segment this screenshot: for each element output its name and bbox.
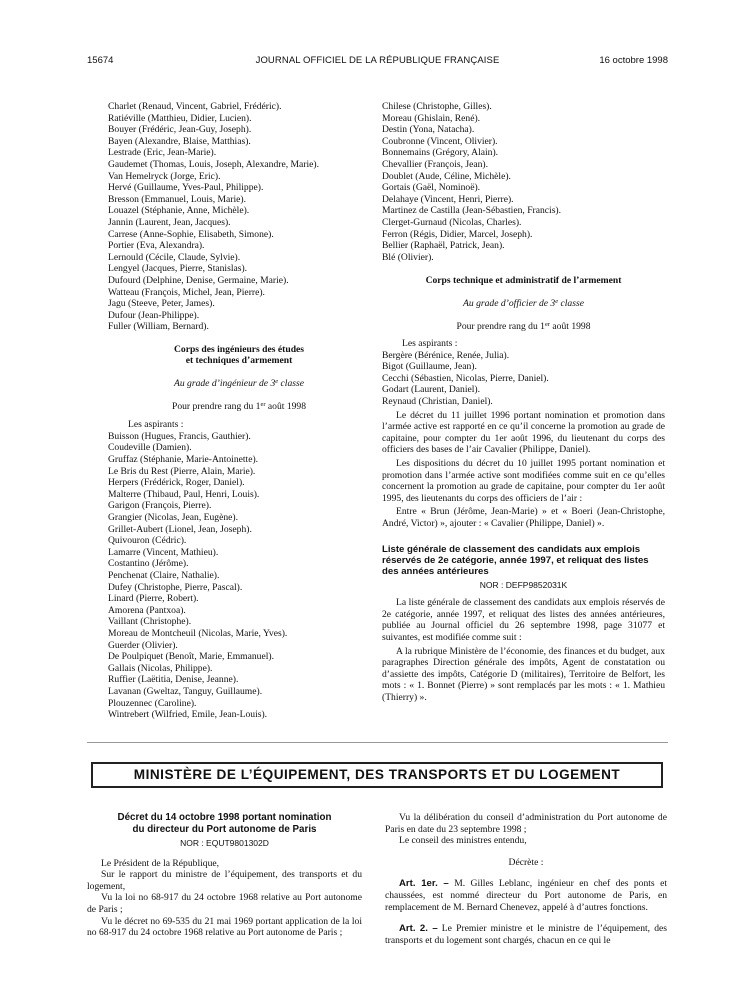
name-entry: Carrese (Anne-Sophie, Elisabeth, Simone). <box>108 228 274 240</box>
name-entry: Vaillant (Christophe). <box>108 616 192 628</box>
article-text: Le Premier ministre et le ministre de l’équipement, des transports et du logement sont chargés, chacun en ce qui le <box>385 923 667 946</box>
name-entry: Hervé (Guillaume, Yves-Paul, Philippe). <box>108 182 264 194</box>
name-entry: Linard (Pierre, Robert). <box>108 593 199 605</box>
divider <box>87 742 668 743</box>
name-entry: Le Bris du Rest (Pierre, Alain, Marie). <box>108 465 256 477</box>
decrete-label: Décrète : <box>508 856 544 868</box>
name-entry: Dufour (Jean-Philippe). <box>108 309 200 321</box>
name-entry: Penchenat (Claire, Nathalie). <box>108 569 220 581</box>
name-entry: Godart (Laurent, Daniel). <box>382 384 481 396</box>
nor-code: NOR : EQUT9801302D <box>180 838 269 848</box>
name-entry: Bergère (Bérénice, Renée, Julia). <box>382 349 510 361</box>
rang-line: Pour prendre rang du 1er août 1998 <box>456 320 591 332</box>
paragraph: A la rubrique Ministère de l’économie, des finances et du budget, aux paragraphes Direction générale des impôts, Agent de constatation ou d’assiette des impôts, Catégorie D (militaires), Territoire de Belfort, les mots : « 1. Bonnet (Pierre) » sont remplacés par les mots : « 1. Mathieu (Thierry) ». <box>382 645 665 703</box>
name-entry: Bigot (Guillaume, Jean). <box>382 361 477 373</box>
name-entry: De Poulpiquet (Benoît, Marie, Emmanuel). <box>108 651 274 663</box>
name-entry: Lernould (Cécile, Claude, Sylvie). <box>108 251 241 263</box>
name-entry: Ferron (Régis, Didier, Marcel, Joseph). <box>382 228 533 240</box>
name-entry: Coubronne (Vincent, Olivier). <box>382 135 498 147</box>
name-entry: Gallais (Nicolas, Philippe). <box>108 662 213 674</box>
name-entry: Herpers (Frédérick, Roger, Daniel). <box>108 477 245 489</box>
name-entry: Watteau (François, Michel, Jean, Pierre). <box>108 286 265 298</box>
name-entry: Lavanan (Gweltaz, Tanguy, Guillaume). <box>108 685 263 697</box>
name-entry: Bresson (Emmanuel, Louis, Marie). <box>108 193 247 205</box>
grade-line: Au grade d’officier de 3e classe <box>463 297 584 309</box>
name-entry: Cecchi (Sébastien, Nicolas, Pierre, Daniel). <box>382 372 549 384</box>
rang-line: Pour prendre rang du 1er août 1998 <box>171 400 307 412</box>
name-entry: Clerget-Gurnaud (Nicolas, Charles). <box>382 216 522 228</box>
name-entry: Grillet-Aubert (Lionel, Jean, Joseph). <box>108 523 252 535</box>
name-entry: Gaudemet (Thomas, Louis, Joseph, Alexandre, Marie). <box>108 158 320 170</box>
name-entry: Grangier (Nicolas, Jean, Eugène). <box>108 512 238 523</box>
article-text: M. Gilles Leblanc, ingénieur en chef des ponts et chaussées, est nommé directeur du Port autonome de Paris, en remplacement de M. Bernard Chenevez, appelé à d’autres fonctions. <box>385 878 667 913</box>
corps-heading-line: et techniques d’armement <box>185 355 293 367</box>
article-label: Art. 1er. – <box>399 878 449 890</box>
name-entry: Reynaud (Christian, Daniel). <box>382 396 493 408</box>
name-entry: Portier (Eva, Alexandra). <box>108 240 205 252</box>
corps-heading <box>108 344 370 367</box>
paragraph: La liste générale de classement des candidats aux emplois réservés de 2e catégorie, année 1997, et reliquat des listes des années antérieures, publiée au Journal officiel du 26 septembre 1998, page 31077 et suivantes, est modifiée comme suit : <box>382 597 665 643</box>
decree-title-line: du directeur du Port autonome de Paris <box>132 823 317 835</box>
name-entry: Dufourd (Delphine, Denise, Germaine, Marie). <box>108 274 289 286</box>
name-entry: Coudeville (Damien). <box>108 442 192 454</box>
name-entry: Doublet (Aude, Céline, Michèle). <box>382 170 511 182</box>
decree-title <box>87 812 362 835</box>
name-entry: Blé (Olivier). <box>382 251 434 263</box>
issue-date: 16 octobre 1998 <box>599 55 668 66</box>
name-entry: Dufey (Christophe, Pierre, Pascal). <box>108 581 243 593</box>
article-1 <box>385 878 667 913</box>
name-entry: Van Hemelryck (Jorge, Eric). <box>108 170 221 182</box>
corps-heading: Corps technique et administratif de l’armement <box>425 275 622 287</box>
list-title: Liste générale de classement des candidats aux emplois réservés de 2e catégorie, année 1997, et reliquat des listes des années antérieures <box>382 543 649 577</box>
name-entry: Bellier (Raphaël, Patrick, Jean). <box>382 240 505 252</box>
article-label: Art. 2. – <box>399 923 438 935</box>
ministry-banner: MINISTÈRE DE L’ÉQUIPEMENT, DES TRANSPORTS ET DU LOGEMENT <box>91 762 663 788</box>
name-entry: Moreau (Ghislain, René). <box>382 112 481 124</box>
paragraph: Vu le décret no 69-535 du 21 mai 1969 portant application de la loi no 68-917 du 24 octobre 1968 relative au Port autonome de Paris ; <box>87 915 362 939</box>
name-entry: Malterre (Thibaud, Paul, Henri, Louis). <box>108 488 260 500</box>
name-entry: Louazel (Stéphanie, Anne, Michèle). <box>108 205 250 217</box>
name-entry: Wintrebert (Wilfried, Emile, Jean-Louis). <box>108 709 268 721</box>
paragraph: Le conseil des ministres entendu, <box>399 835 527 847</box>
column-left-bottom <box>87 812 362 939</box>
name-entry: Martinez de Castilla (Jean-Sébastien, Francis). <box>382 205 562 217</box>
aspirants-label: Les aspirants : <box>128 419 184 431</box>
aspirants-label: Les aspirants : <box>402 338 458 350</box>
name-list <box>108 101 370 333</box>
name-entry: Bouyer (Frédéric, Jean-Guy, Joseph). <box>108 124 252 136</box>
page-header <box>87 55 668 69</box>
name-entry: Bayen (Alexandre, Blaise, Matthias). <box>108 135 251 147</box>
name-entry: Guerder (Olivier). <box>108 639 178 651</box>
name-list <box>382 101 665 263</box>
name-entry: Plouzennec (Caroline). <box>108 697 197 709</box>
name-entry: Lengyel (Jacques, Pierre, Stanislas). <box>108 263 248 275</box>
name-entry: Garigon (François, Pierre). <box>108 500 212 512</box>
column-right-bottom <box>385 812 667 946</box>
paragraph: Vu la loi no 68-917 du 24 octobre 1968 relative au Port autonome de Paris ; <box>87 892 362 915</box>
name-entry: Delahaye (Vincent, Henri, Pierre). <box>382 193 514 205</box>
name-entry: Jannin (Laurent, Jean, Jacques). <box>108 216 231 228</box>
name-entry: Chevallier (François, Jean). <box>382 158 489 170</box>
name-entry: Jagu (Steeve, Peter, James). <box>108 298 215 310</box>
grade-line: Au grade d’ingénieur de 3e classe <box>174 378 304 390</box>
name-entry: Bonnemains (Grégory, Alain). <box>382 147 499 159</box>
name-entry: Charlet (Renaud, Vincent, Gabriel, Frédéric). <box>108 101 282 112</box>
paragraph: Entre « Brun (Jérôme, Jean-Marie) » et « Boeri (Jean-Christophe, André, Victor) », ajouter : « Cavalier (Philippe, Daniel) ». <box>382 506 665 529</box>
column-left-top <box>108 101 370 721</box>
name-entry: Buisson (Hugues, Francis, Gauthier). <box>108 430 251 442</box>
name-entry: Moreau de Montcheuil (Nicolas, Marie, Yves). <box>108 627 288 639</box>
page-number: 15674 <box>87 55 114 66</box>
paragraph: Les dispositions du décret du 10 juillet 1995 portant nomination et promotion dans l’armée active sont modifiées comme suit en ce qu’elles concernent la promotion au grade de capitaine, pour compter du 1er août 1995, des lieutenants du corps des officiers de l’air : <box>382 458 665 504</box>
name-entry: Ruffier (Laëtitia, Denise, Jeanne). <box>108 674 239 686</box>
journal-title: JOURNAL OFFICIEL DE LA RÉPUBLIQUE FRANÇAISE <box>255 55 500 66</box>
decree-title-line: Décret du 14 octobre 1998 portant nomination <box>117 812 332 823</box>
name-entry: Amorena (Pantxoa). <box>108 604 186 616</box>
paragraph: Le décret du 11 juillet 1996 portant nomination et promotion dans l’armée active est rapporté en ce qu’il concerne la promotion au grade de capitaine, pour compter du 1er août 1996, du lieutenant du corps des officiers des bases de l’air Cavalier (Philippe, Daniel). <box>382 409 665 456</box>
name-entry: Chilese (Christophe, Gilles). <box>382 101 492 112</box>
corps-heading-line: Corps des ingénieurs des études <box>173 343 305 355</box>
name-entry: Gortais (Gaël, Nominoë). <box>382 182 481 194</box>
column-right-top <box>382 101 665 704</box>
paragraph: Sur le rapport du ministre de l’équipement, des transports et du logement, <box>87 869 362 892</box>
name-entry: Lestrade (Eric, Jean-Marie). <box>108 147 217 159</box>
name-entry: Costantino (Jérôme). <box>108 558 189 570</box>
name-entry: Fuller (William, Bernard). <box>108 321 209 333</box>
nor-code: NOR : DEFP9852031K <box>479 579 568 590</box>
name-list <box>382 350 665 408</box>
name-entry: Ratiéville (Matthieu, Didier, Lucien). <box>108 112 252 124</box>
name-entry: Lamarre (Vincent, Mathieu). <box>108 546 219 558</box>
name-entry: Destin (Yona, Natacha). <box>382 124 475 136</box>
name-list <box>108 431 370 721</box>
name-entry: Quivouron (Cédric). <box>108 535 187 547</box>
paragraph: Le Président de la République, <box>101 857 220 869</box>
name-entry: Gruffaz (Stéphanie, Marie-Antoinette). <box>108 454 259 466</box>
article-2 <box>385 923 667 946</box>
paragraph: Vu la délibération du conseil d’administration du Port autonome de Paris en date du 23 septembre 1998 ; <box>385 812 667 835</box>
